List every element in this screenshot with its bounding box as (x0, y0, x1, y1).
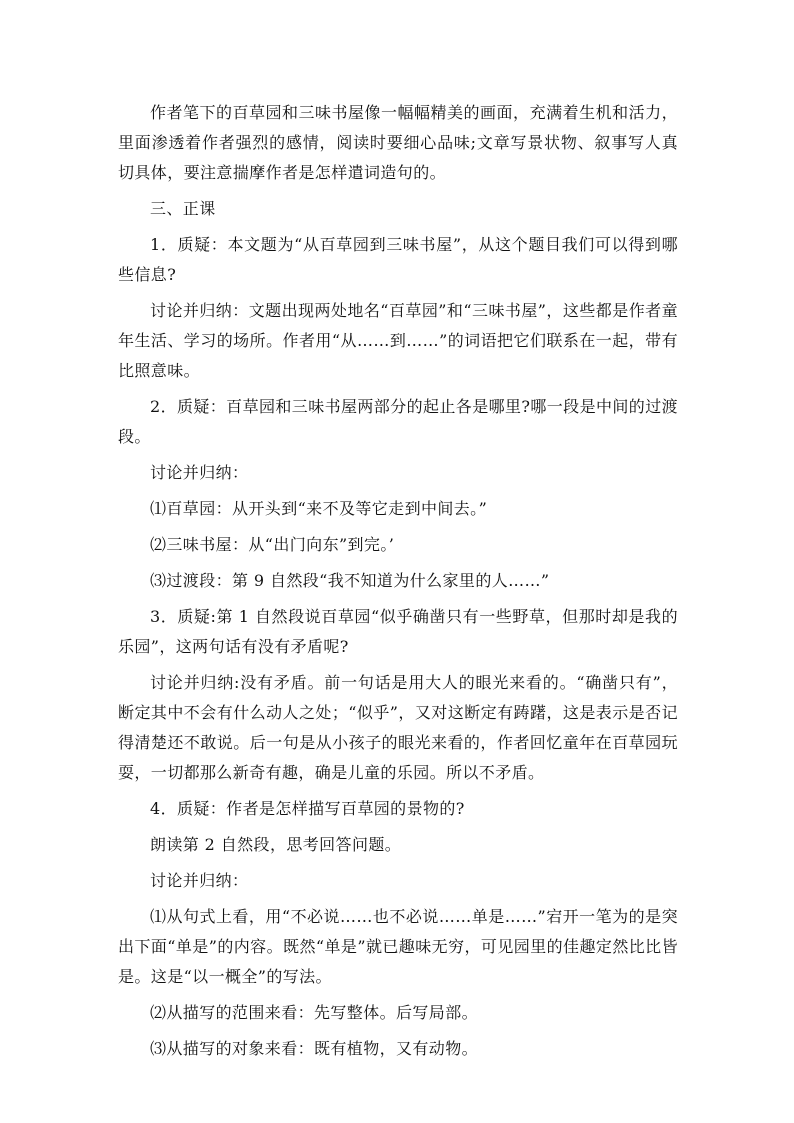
answer-3: 讨论并归纳:没有矛盾。前一句话是用大人的眼光来看的。“确凿只有”，断定其中不会有什么动人之处；“似乎”，又对这断定有踌躇，这是表示是否记得清楚还不敢说。后一句是从小孩子的眼光来看的，作者回忆童年在百草园玩耍，一切都那么新奇有趣，确是儿童的乐园。所以不矛盾。 (118, 673, 678, 782)
answer-2-item-3: ⑶过渡段：第 9 自然段“我不知道为什么家里的人……” (150, 571, 550, 590)
section-heading: 三、正课 (150, 199, 216, 218)
paragraph-intro: 作者笔下的百草园和三味书屋像一幅幅精美的画面，充满着生机和活力，里面渗透着作者强烈的感情，阅读时要细心品味;文章写景状物、叙事写人真切具体，要注意揣摩作者是怎样遣词造句的。 (118, 103, 678, 182)
question-4: 4．质疑：作者是怎样描写百草园的景物的? (150, 799, 465, 818)
document-body (118, 98, 678, 1064)
answer-4-item-2: ⑵从描写的范围来看：先写整体。后写局部。 (150, 1003, 479, 1022)
answer-2-item-1: ⑴百草园：从开头到“来不及等它走到中间去。” (150, 499, 488, 518)
reading-instruction: 朗读第 2 自然段，思考回答问题。 (150, 835, 402, 854)
answer-4-item-1: ⑴从句式上看，用“不必说……也不必说……单是……”宕开一笔为的是突出下面“单是”的内容。既然“单是”就已趣味无穷，可见园里的佳趣定然比比皆是。这是“以一概全”的写法。 (118, 907, 678, 986)
question-2: 2．质疑：百草园和三味书屋两部分的起止各是哪里?哪一段是中间的过渡段。 (118, 397, 678, 446)
answer-2-label: 讨论并归纳： (150, 463, 249, 482)
answer-4-label: 讨论并归纳： (150, 871, 249, 890)
question-3: 3．质疑:第 1 自然段说百草园“似乎确凿只有一些野草，但那时却是我的乐园”，这两句话有没有矛盾呢? (118, 607, 678, 656)
question-1: 1．质疑：本文题为“从百草园到三味书屋”，从这个题目我们可以得到哪些信息? (118, 235, 678, 284)
answer-2-item-2: ⑵三味书屋：从“出门向东”到完。’ (150, 535, 395, 554)
answer-1: 讨论并归纳：文题出现两处地名“百草园”和“三味书屋”，这些都是作者童年生活、学习的场所。作者用“从……到……”的词语把它们联系在一起，带有比照意味。 (118, 301, 678, 380)
answer-4-item-3: ⑶从描写的对象来看：既有植物，又有动物。 (150, 1039, 479, 1058)
